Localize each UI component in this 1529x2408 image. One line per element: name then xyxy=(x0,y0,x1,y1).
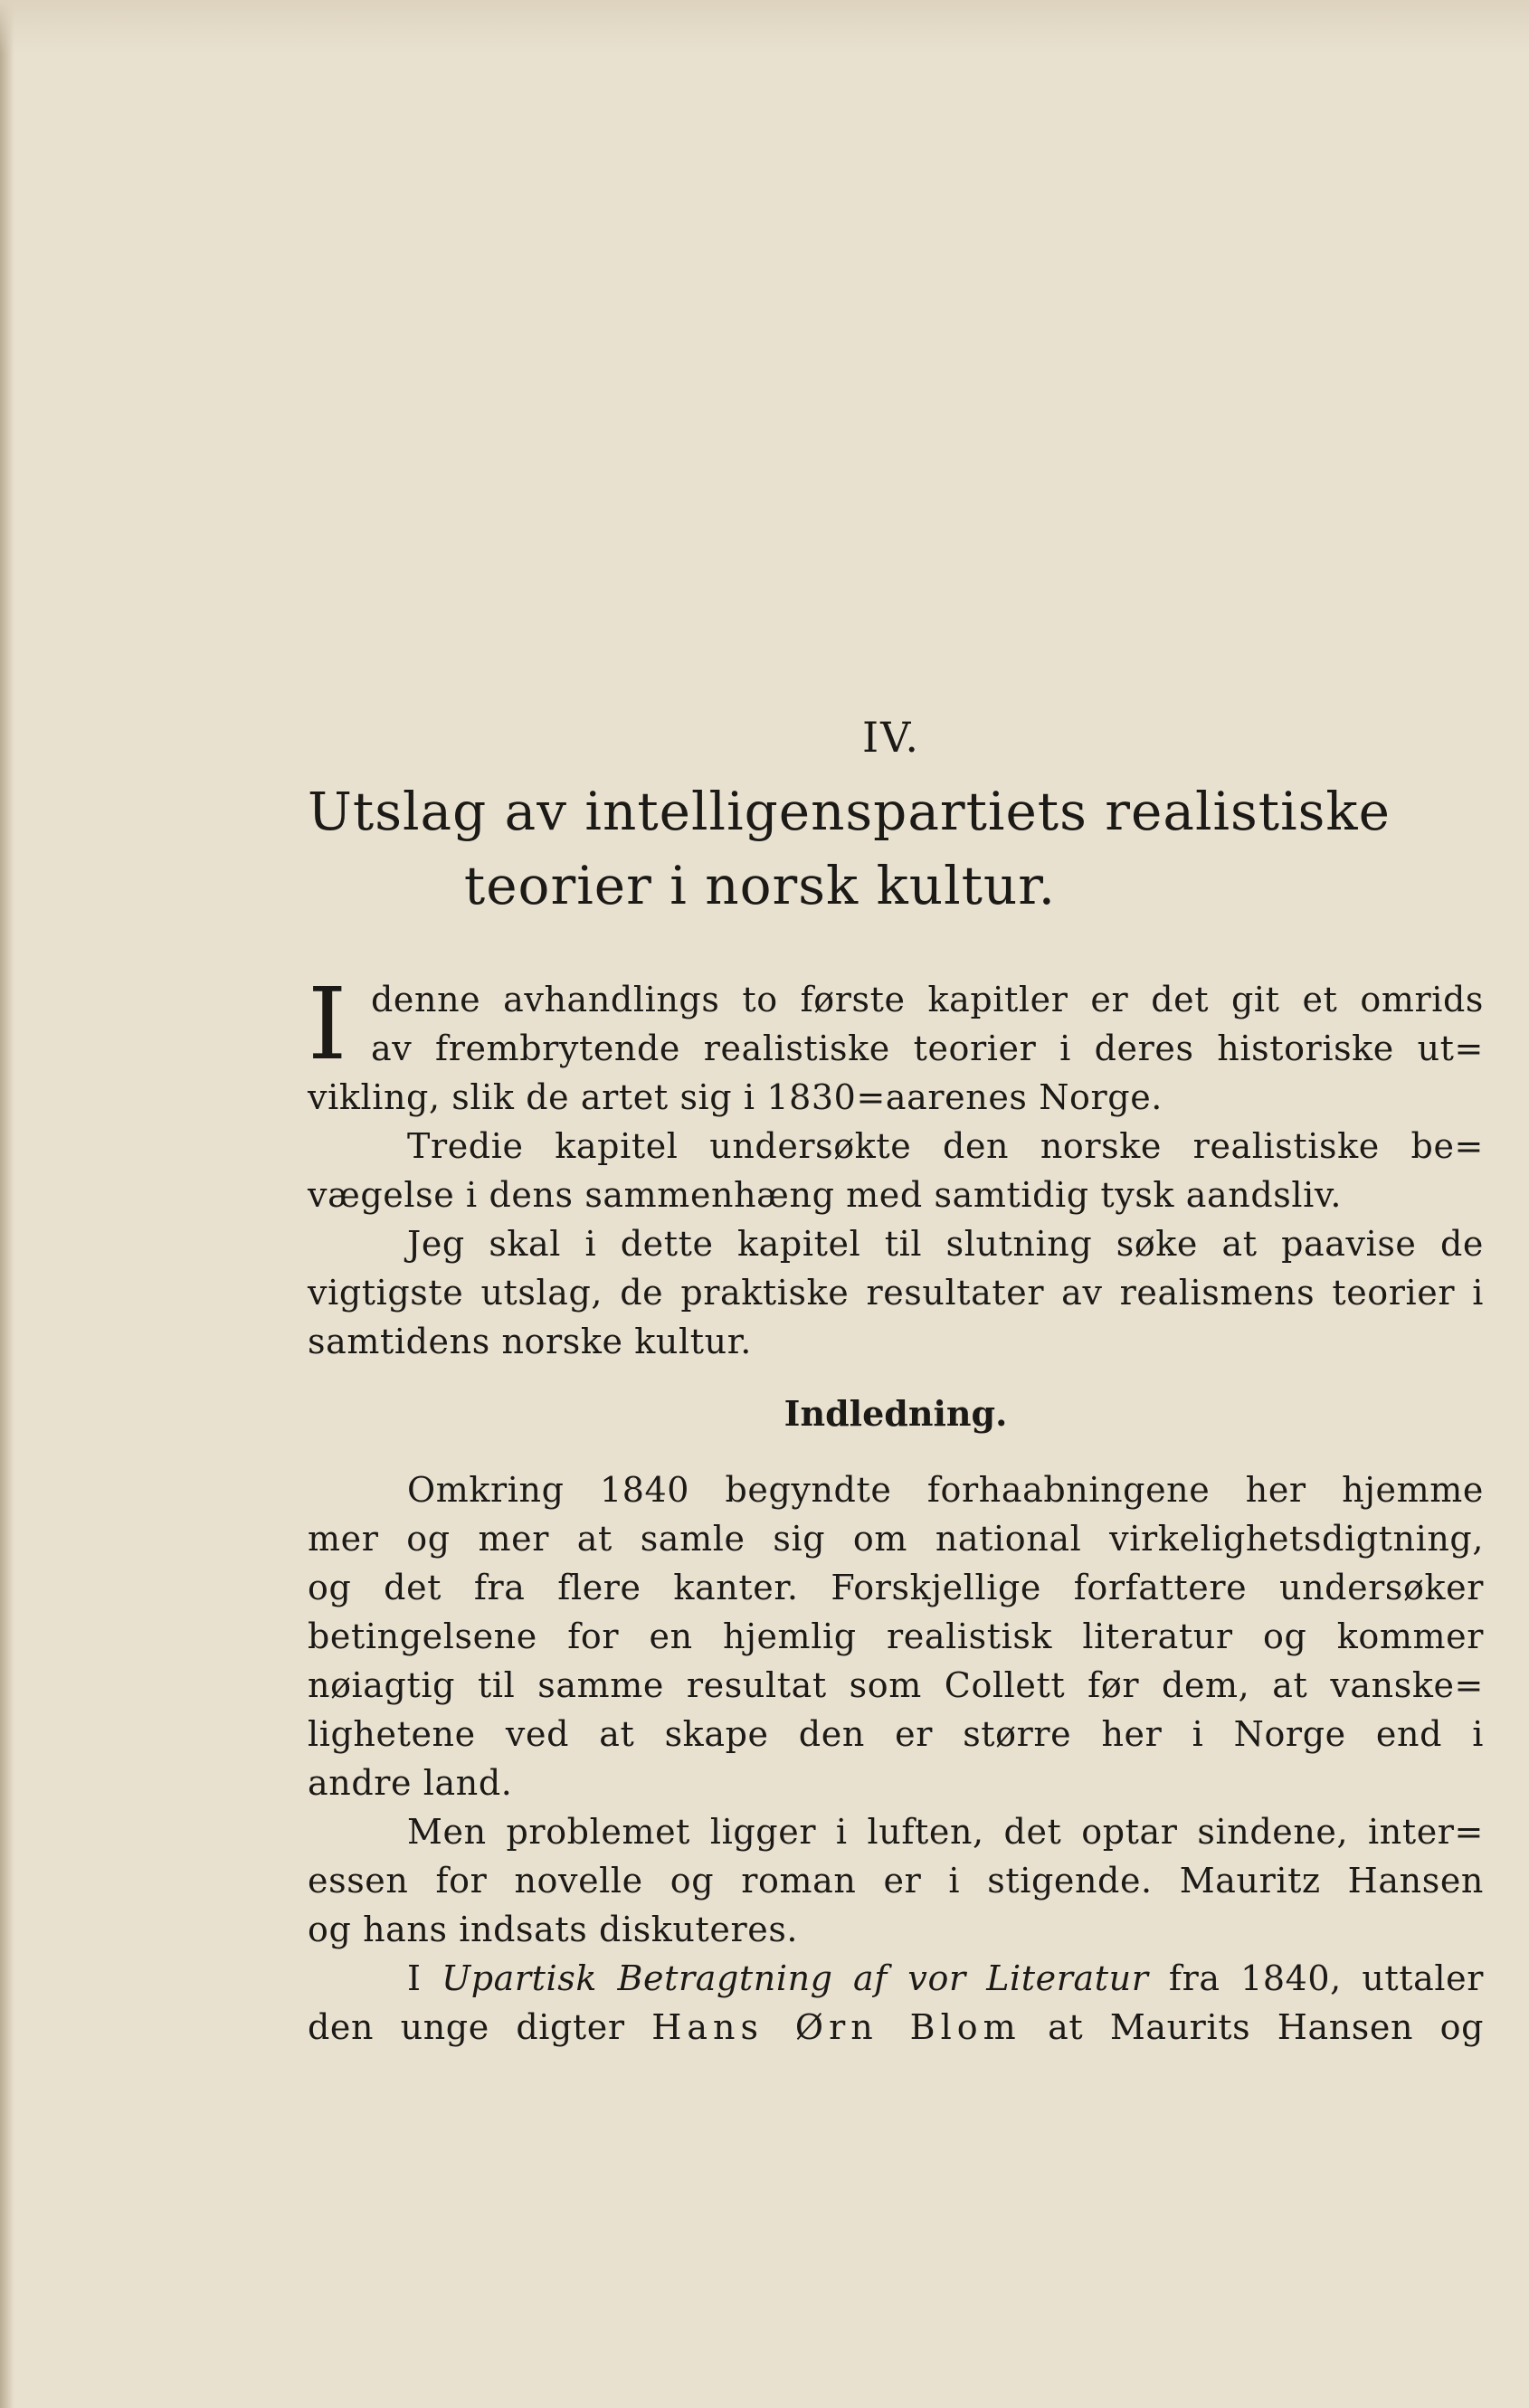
chapter-title-line-2: teorier i norsk kultur. xyxy=(463,855,1057,916)
page-edge xyxy=(0,0,14,2408)
author-name: Hans Ørn Blom xyxy=(651,2007,1021,2047)
text-line: essen for novelle og roman er i stigende. Mauritz Hansen xyxy=(308,1861,1484,1901)
text-line: nøiagtig til samme resultat som Collett før dem, at vanske= xyxy=(308,1665,1484,1705)
book-title: Upartisk Betragtning af vor Literatur xyxy=(442,1958,1149,1998)
text-line: og hans indsats diskuteres. xyxy=(308,1910,799,1949)
text-line: vægelse i dens sammenhæng med samtidig tysk aandsliv. xyxy=(308,1175,1343,1215)
text-line: Jeg skal i dette kapitel til slutning søke at paavise de xyxy=(407,1224,1484,1264)
text-line: lighetene ved at skape den er større her i Norge end i xyxy=(308,1714,1484,1754)
text-line: mer og mer at samle sig om national virkelighetsdigtning, xyxy=(308,1519,1484,1559)
text-fragment: at Maurits Hansen og xyxy=(1021,2007,1484,2047)
chapter-title-line-1: Utslag av intelligenspartiets realistiske xyxy=(308,781,1391,842)
page-shade xyxy=(0,0,1529,54)
text-line: av frembrytende realistiske teorier i deres historiske ut= xyxy=(371,1029,1484,1068)
text-line: betingelsene for en hjemlig realistisk literatur og kommer xyxy=(308,1616,1484,1656)
chapter-number: IV. xyxy=(862,713,920,762)
section-heading: Indledning. xyxy=(783,1393,1008,1434)
text-line: denne avhandlings to første kapitler er det git et omrids xyxy=(371,980,1484,1019)
text-line: Men problemet ligger i luften, det optar sindene, inter= xyxy=(407,1812,1484,1852)
text-line xyxy=(308,2003,1484,2052)
text-line: samtidens norske kultur. xyxy=(308,1322,752,1361)
chapter-title xyxy=(308,774,1391,923)
text-line: Tredie kapitel undersøkte den norske realistiske be= xyxy=(407,1126,1484,1166)
intro-first-paragraph xyxy=(308,966,1484,1082)
text-fragment: fra 1840, uttaler xyxy=(1148,1958,1484,1998)
text-line: Omkring 1840 begyndte forhaabningene her hjemme xyxy=(407,1470,1484,1510)
drop-cap: I xyxy=(308,966,348,1082)
text-line: andre land. xyxy=(308,1763,513,1803)
intro-paragraphs xyxy=(308,966,1484,1366)
text-fragment: I xyxy=(407,1958,442,1998)
text-line: vikling, slik de artet sig i 1830=aarenes Norge. xyxy=(308,1077,1163,1117)
text-line xyxy=(308,1954,1484,2003)
section-paragraphs xyxy=(308,1465,1484,2052)
text-fragment: den unge digter xyxy=(308,2007,652,2047)
text-line: og det fra flere kanter. Forskjellige forfattere undersøker xyxy=(308,1568,1484,1607)
text-line: vigtigste utslag, de praktiske resultater av realismens teorier i xyxy=(308,1273,1484,1313)
